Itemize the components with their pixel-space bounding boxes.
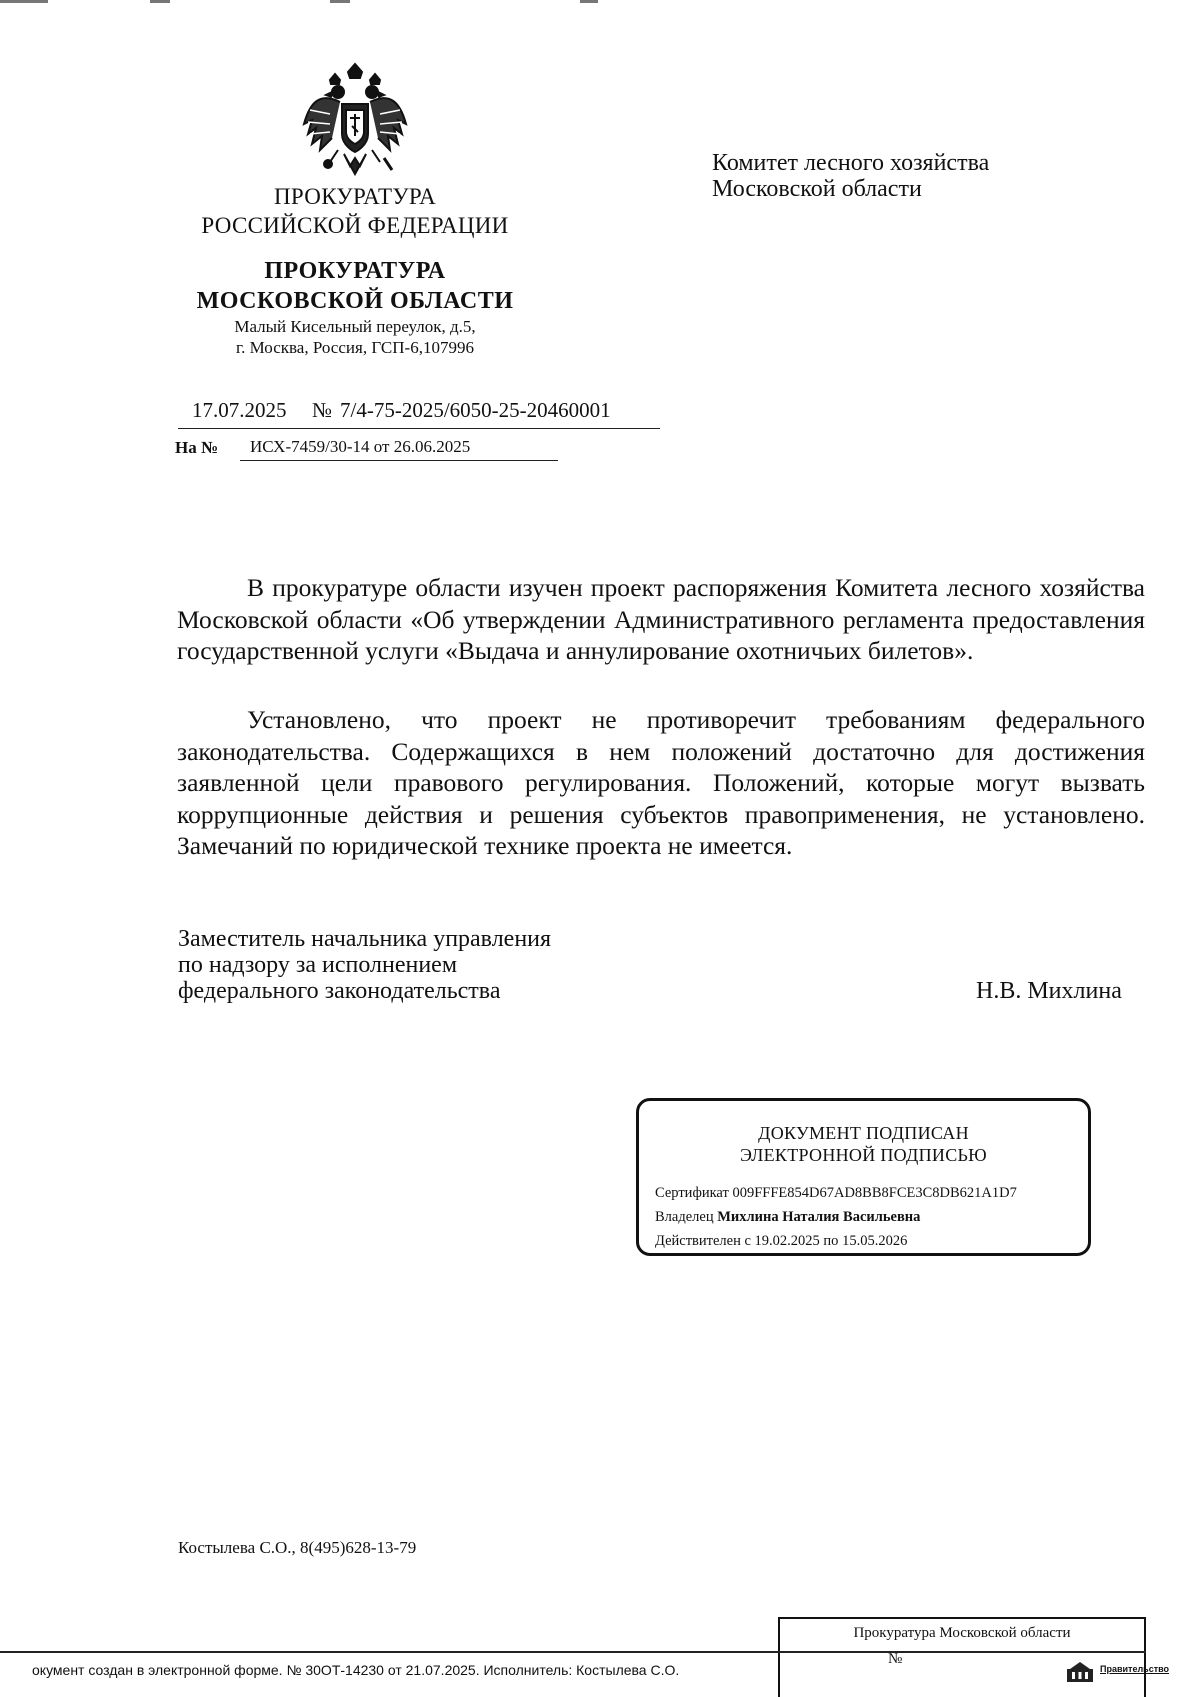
issuer-name: МОСКОВСКОЙ ОБЛАСТИ: [196, 288, 514, 314]
outgoing-registration: [178, 398, 660, 429]
body-paragraph: В прокуратуре области изучен проект распоряжения Комитета лесного хозяйства Московской области «Об утверждении Административного регламента предоставления государственной услуги «Выдача и аннулирование охотничьих билетов».: [177, 573, 1145, 665]
stamp-certificate-label: Сертификат: [655, 1185, 729, 1201]
e-signature-stamp: [636, 1098, 1091, 1256]
reply-label: На №: [175, 438, 219, 457]
recipient-block: [712, 150, 1112, 202]
stamp-valid-to-label: по: [823, 1233, 839, 1249]
incoming-number-sign: №: [888, 1651, 903, 1667]
stamp-owner: [655, 1209, 920, 1226]
signer-position-line: Заместитель начальника управления: [178, 926, 552, 952]
signer-position: [178, 926, 551, 1004]
stamp-valid-from-label: с: [744, 1233, 751, 1249]
stamp-validity: [655, 1233, 907, 1250]
reply-reference-value: ИСХ-7459/30-14 от 26.06.2025: [250, 437, 471, 456]
recipient-line: Комитет лесного хозяйства: [712, 150, 990, 176]
scan-artifact: [150, 0, 170, 3]
number-sign: №: [312, 398, 333, 422]
footer-divider: [0, 1651, 1146, 1653]
emblem-icon: [300, 62, 410, 180]
executor-contact: Костылева С.О., 8(495)628-13-79: [178, 1538, 417, 1557]
scan-artifact: [0, 0, 48, 3]
outgoing-number: 7/4-75-2025/6050-25-20460001: [340, 398, 611, 422]
reply-reference: [240, 436, 558, 461]
scan-artifact: [580, 0, 598, 3]
issuer-name: ПРОКУРАТУРА: [264, 258, 446, 284]
stamp-owner-label: Владелец: [655, 1209, 714, 1225]
scan-artifact: [330, 0, 350, 3]
stamp-title: ЭЛЕКТРОННОЙ ПОДПИСЬЮ: [740, 1145, 987, 1165]
stamp-title: ДОКУМЕНТ ПОДПИСАН: [758, 1123, 969, 1143]
electronic-document-note: окумент создан в электронной форме. № 30ОТ-14230 от 21.07.2025. Исполнитель: Костылева С.О.: [32, 1662, 680, 1678]
signer-name: Н.В. Михлина: [976, 978, 1122, 1004]
stamp-certificate: [655, 1185, 1017, 1202]
stamp-valid-label: Действителен: [655, 1233, 741, 1249]
issuer-org-line: РОССИЙСКОЙ ФЕДЕРАЦИИ: [201, 213, 509, 238]
stamp-valid-from: 19.02.2025: [754, 1233, 820, 1249]
signer-position-line: по надзору за исполнением: [178, 952, 458, 978]
stamp-certificate-value: 009FFFE854D67AD8BB8FCE3C8DB621A1D7: [732, 1185, 1017, 1201]
stamp-owner-value: Михлина Наталия Васильевна: [717, 1209, 921, 1225]
government-logo-label: Правительство: [1100, 1664, 1170, 1674]
issuer-address: Малый Кисельный переулок, д.5,: [234, 317, 476, 336]
signer-position-line: федерального законодательства: [178, 978, 501, 1004]
incoming-registration-title: Прокуратура Московской области: [853, 1625, 1071, 1641]
government-logo-icon: [1066, 1661, 1094, 1683]
issuer-org-line: ПРОКУРАТУРА: [274, 184, 436, 209]
incoming-registration-box: [778, 1617, 1146, 1651]
recipient-line: Московской области: [712, 176, 922, 202]
outgoing-date: 17.07.2025: [192, 398, 287, 422]
body-paragraph: Установлено, что проект не противоречит требованиям федерального законодательства. Содержащихся в нем положений достаточно для достижения заявленной цели правового регулирования. Положений, которые могут вызвать коррупционные действия и решения субъектов правоприменения, не установлено. Замечаний по юридической технике проекта не имеется.: [177, 705, 1145, 860]
stamp-valid-to: 15.05.2026: [842, 1233, 908, 1249]
issuer-address: г. Москва, Россия, ГСП-6,107996: [236, 338, 474, 357]
